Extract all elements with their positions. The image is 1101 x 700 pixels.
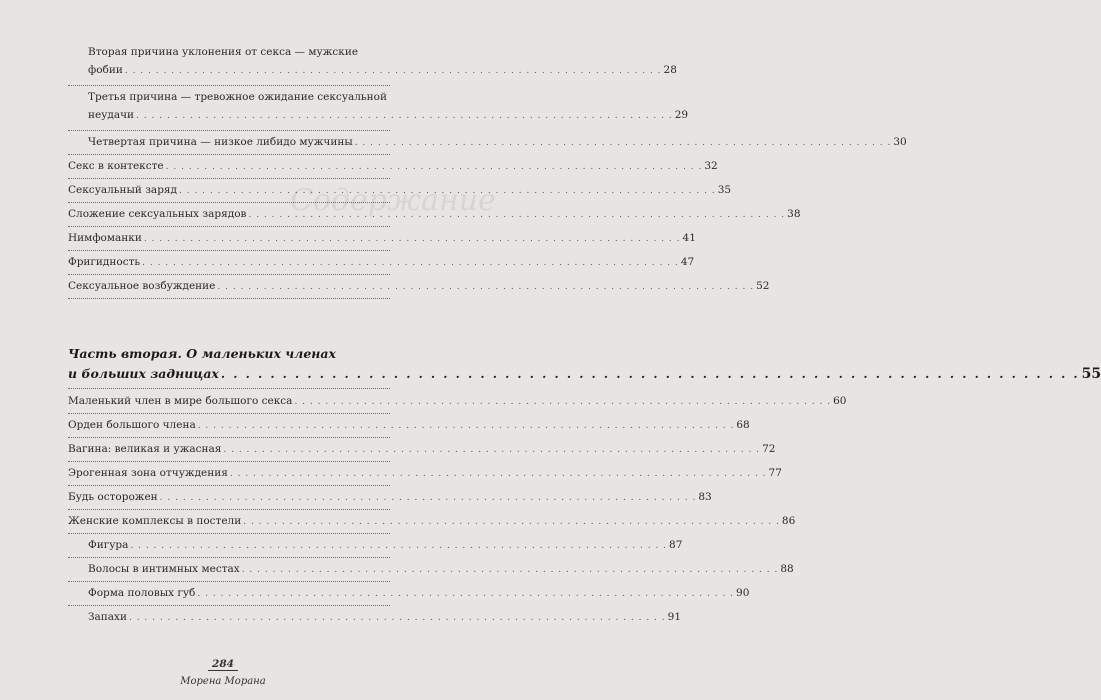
toc-page-number: 47 [680, 256, 695, 268]
dot-leader [198, 417, 735, 435]
entry-separator [68, 130, 390, 131]
toc-page-number: 68 [736, 419, 750, 431]
entry-separator [68, 437, 390, 438]
entry-separator [68, 485, 390, 486]
page-number: 284 [0, 658, 446, 670]
dot-leader [197, 585, 734, 603]
toc-entry [68, 253, 695, 272]
toc-entry [68, 229, 696, 248]
toc-entry [68, 464, 782, 483]
toc-entry-title: Маленький член в мире большого секса [68, 395, 293, 407]
dot-leader [129, 609, 666, 627]
toc-entry-title: Секс в контексте [68, 160, 164, 172]
dot-leader [248, 206, 785, 224]
toc-subentry [88, 43, 677, 80]
toc-entry-title: Запахи [88, 611, 127, 623]
dot-leader [243, 513, 780, 531]
toc-entry-title: Эрогенная зона отчуждения [68, 467, 228, 479]
dot-leader [223, 441, 760, 459]
toc-entry-title: неудачи [88, 109, 135, 121]
toc-entry-title: Женские комплексы в постели [68, 515, 242, 527]
toc-entry-title: Вагина: великая и ужасная [68, 443, 222, 455]
dot-leader [130, 537, 667, 555]
toc-entry-title: Фригидность [68, 256, 141, 268]
toc-subentry [88, 536, 683, 555]
entry-separator [68, 533, 390, 534]
entry-separator [68, 413, 390, 414]
dot-leader [242, 561, 779, 579]
entry-separator [68, 581, 390, 582]
toc-subentry [88, 560, 794, 579]
dot-leader [144, 230, 681, 248]
toc-entry-title: Фигура [88, 539, 129, 551]
toc-page-number: 35 [717, 184, 732, 196]
part-page-number: 55 [1081, 366, 1101, 382]
toc-page-number: 52 [756, 280, 770, 292]
entry-separator [68, 509, 390, 510]
entry-separator [68, 202, 390, 203]
entry-separator [68, 461, 390, 462]
dot-leader [166, 158, 703, 176]
dot-leader [217, 278, 754, 296]
toc-page-number: 30 [893, 136, 907, 148]
toc-page-number: 60 [833, 395, 847, 407]
part-heading-line: Часть вторая. О маленьких членах [68, 346, 336, 361]
toc-entry [68, 157, 718, 176]
entry-separator [68, 298, 390, 299]
toc-entry-title: Сексуальный заряд [68, 184, 178, 196]
entry-separator [68, 226, 390, 227]
toc-subentry [88, 584, 750, 603]
toc-entry [68, 205, 801, 224]
entry-separator [68, 250, 390, 251]
toc-entry-title: Будь осторожен [68, 491, 158, 503]
entry-separator [68, 85, 390, 86]
toc-page-number: 86 [781, 515, 796, 527]
dot-leader [160, 489, 697, 507]
toc-page-number: 72 [762, 443, 776, 455]
toc-subentry [88, 88, 689, 125]
toc-page-number: 83 [698, 491, 712, 503]
toc-entry-title: Волосы в интимных местах [88, 563, 240, 575]
entry-separator [68, 178, 390, 179]
dot-leader [125, 62, 662, 80]
toc-entry-title: Сексуальное возбуждение [68, 280, 216, 292]
part-heading [68, 344, 1101, 384]
entry-separator [68, 154, 390, 155]
toc-page-number: 41 [682, 232, 696, 244]
toc-entry-title: Сложение сексуальных зарядов [68, 208, 247, 220]
toc-entry [68, 277, 770, 296]
toc-entry [68, 440, 776, 459]
toc-entry-title-line: Третья причина — тревожное ожидание сексуальной [88, 91, 387, 103]
toc-page-number: 91 [667, 611, 682, 623]
entry-separator [68, 605, 390, 606]
toc-page-number: 90 [736, 587, 750, 599]
toc-entry-title-line: Вторая причина уклонения от секса — мужские [88, 46, 359, 58]
toc-entry [68, 392, 847, 411]
toc-subentry [88, 133, 907, 152]
svg-text:Содержание: Содержание [290, 183, 496, 218]
author-name: Морена Морана [180, 676, 266, 687]
toc-subentry [88, 608, 682, 627]
toc-page-number: 87 [669, 539, 683, 551]
toc-entry [68, 512, 796, 531]
toc-entry-title: Форма половых губ [88, 587, 196, 599]
entry-separator [68, 557, 390, 558]
dot-leader [179, 182, 716, 200]
part-heading-line: и больших задницах [68, 366, 219, 381]
toc-entry [68, 488, 712, 507]
toc-entry-title: Нимфоманки [68, 232, 142, 244]
dot-leader [136, 107, 673, 125]
toc-entry-title: фобии [88, 64, 123, 76]
dot-leader [230, 465, 767, 483]
toc-page-number: 28 [663, 64, 677, 76]
toc-entry [68, 416, 750, 435]
toc-entry [68, 181, 732, 200]
entry-separator [68, 388, 390, 389]
entry-separator [68, 274, 390, 275]
toc-page-number: 88 [780, 563, 794, 575]
toc-page-number: 29 [674, 109, 689, 121]
dot-leader [355, 134, 892, 152]
toc-page-number: 32 [704, 160, 718, 172]
toc-entry-title: Четвертая причина — низкое либидо мужчины [88, 136, 353, 148]
dot-leader [294, 393, 831, 411]
dot-leader [221, 364, 1080, 384]
toc-page-number: 38 [787, 208, 801, 220]
dot-leader [142, 254, 679, 272]
toc-entry-title: Орден большого члена [68, 419, 196, 431]
toc-page-number: 77 [768, 467, 782, 479]
